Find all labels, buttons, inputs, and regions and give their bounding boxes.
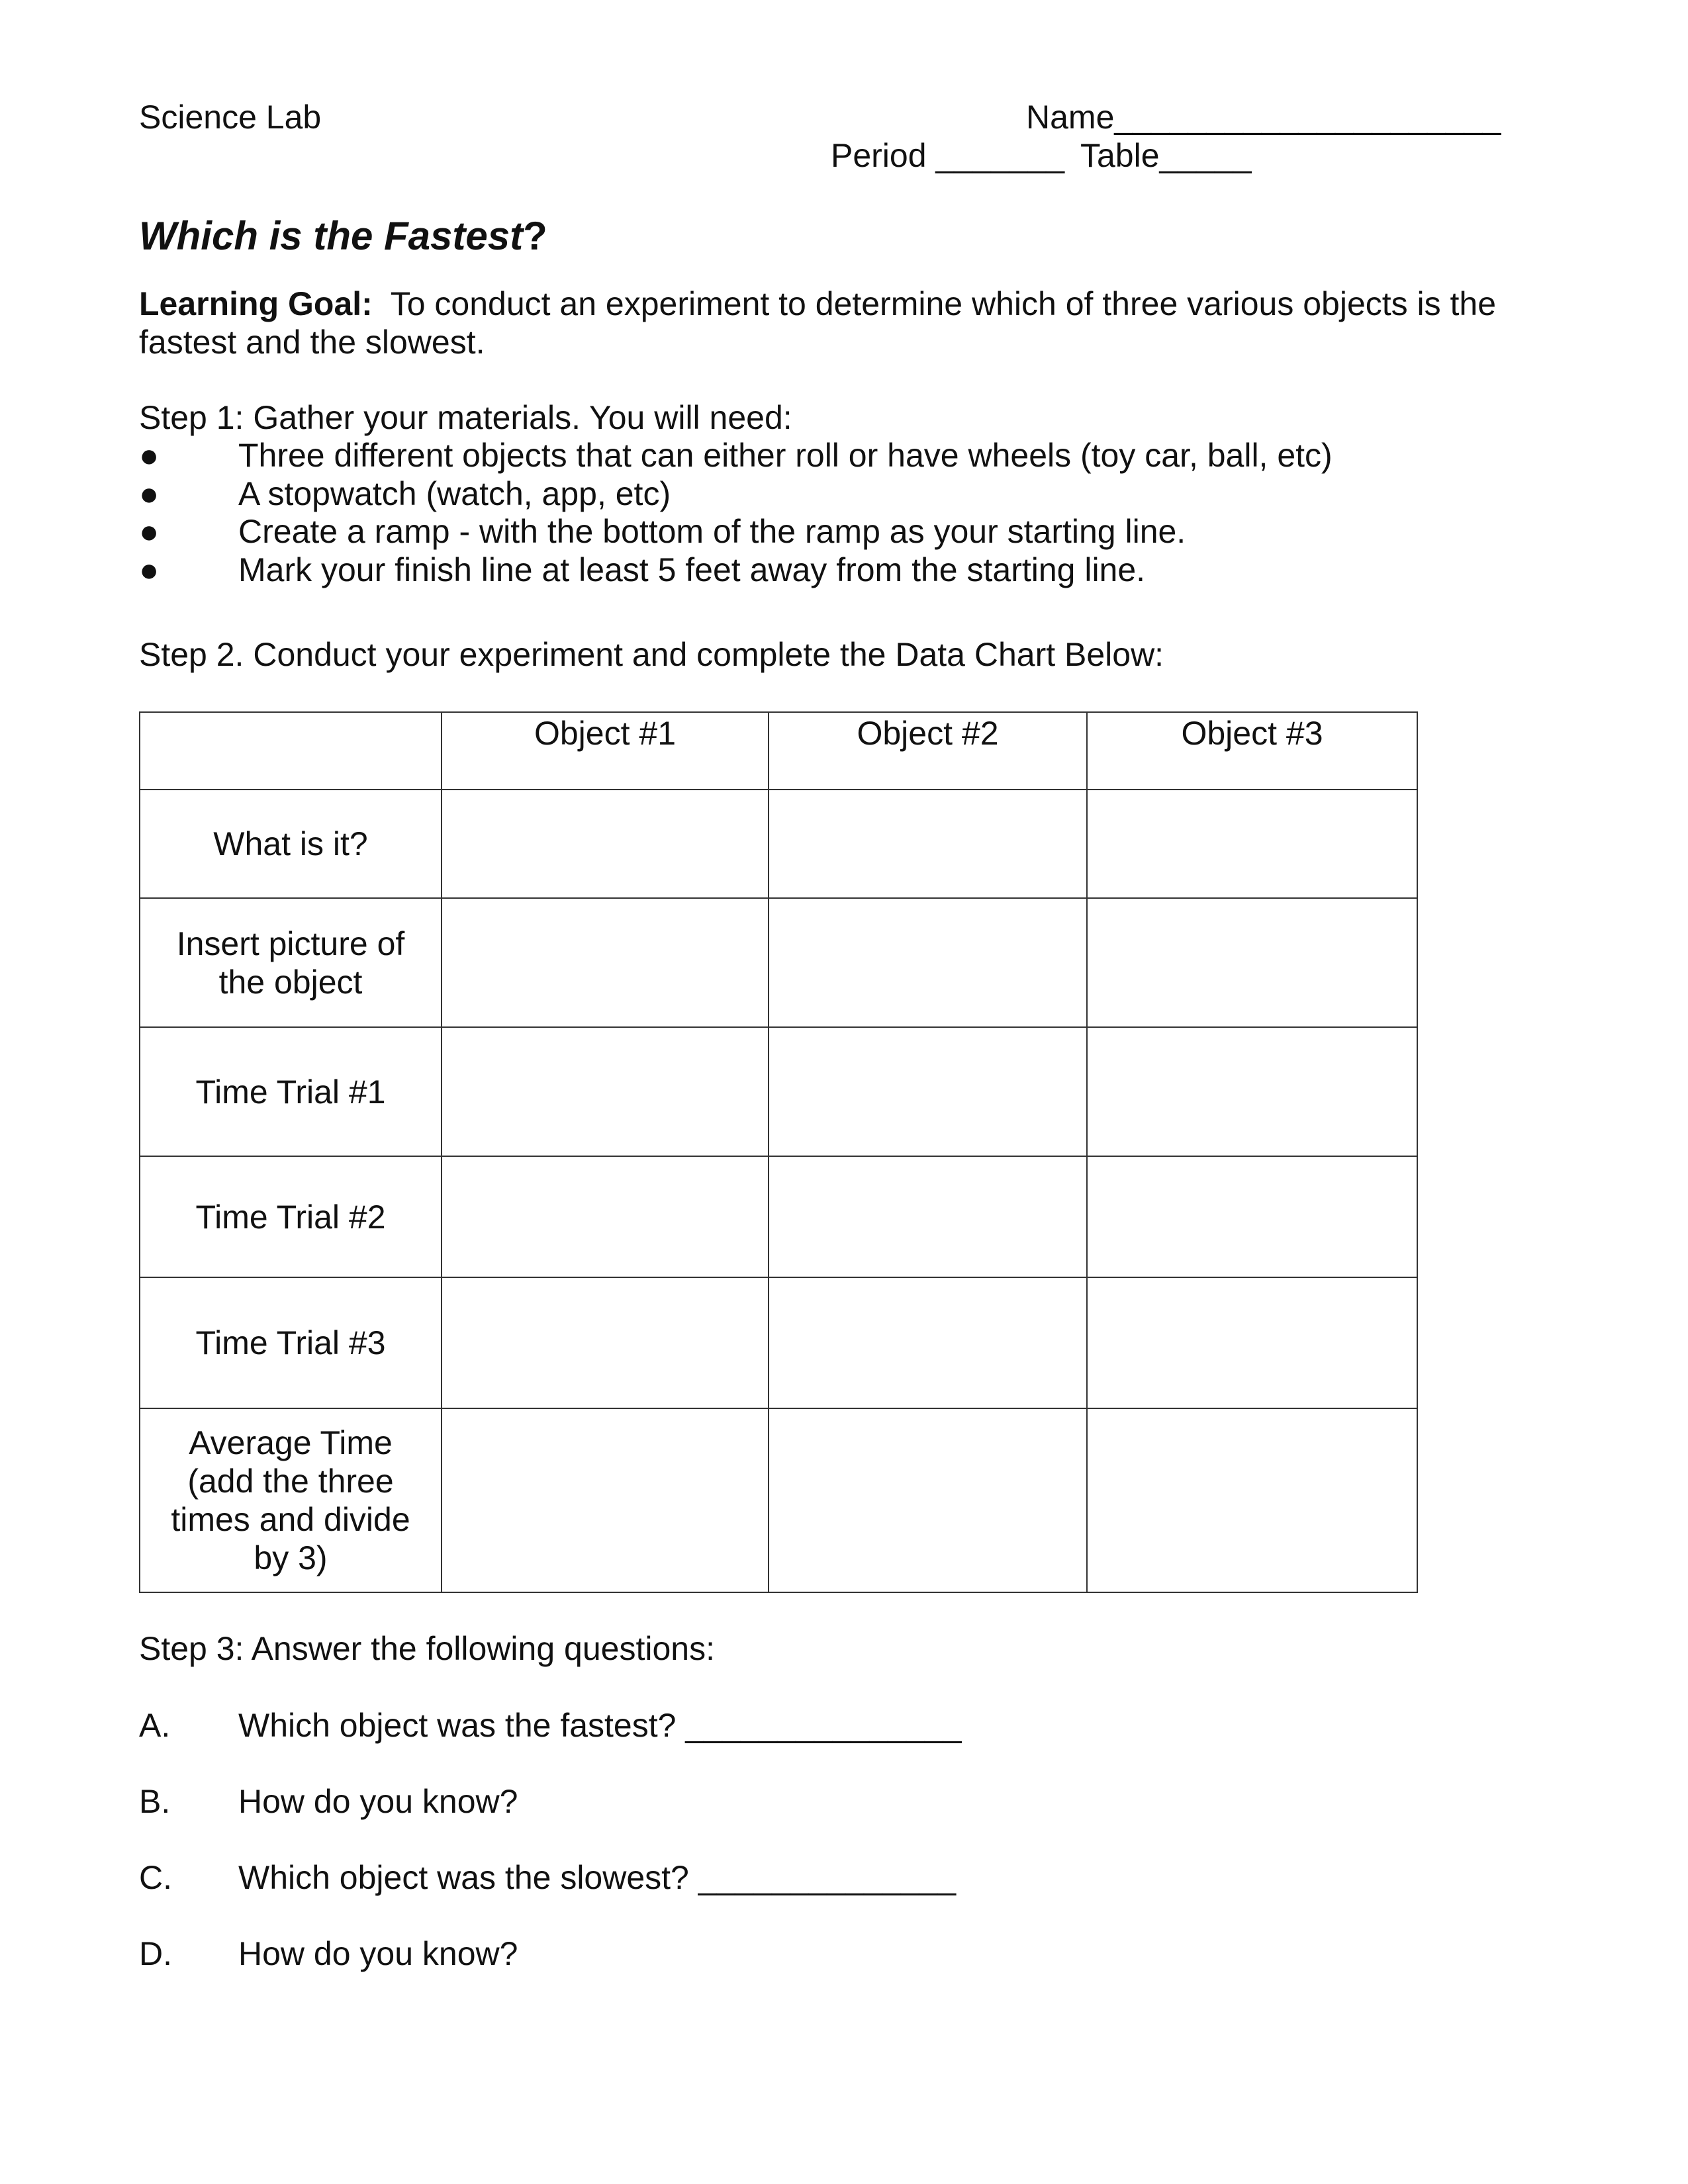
table-row: [140, 1277, 1417, 1408]
question-b-letter: B.: [139, 1783, 171, 1820]
row-label: [140, 1408, 442, 1592]
step3-heading: Step 3: Answer the following questions:: [139, 1630, 715, 1667]
table-row: [140, 1027, 1417, 1156]
bullet-icon: ●: [139, 551, 160, 588]
table-cell[interactable]: [769, 1156, 1087, 1277]
question-c-letter: C.: [139, 1859, 172, 1896]
table-cell[interactable]: [1087, 1277, 1417, 1408]
page-title-text: Which is the Fastest: [139, 214, 524, 258]
step2-heading: Step 2. Conduct your experiment and complete the Data Chart Below:: [139, 636, 1164, 673]
bullet-icon: ●: [139, 513, 160, 550]
course-label: Science Lab: [139, 99, 322, 136]
bullet-icon: ●: [139, 437, 160, 474]
table-cell[interactable]: [769, 1277, 1087, 1408]
question-d-letter: D.: [139, 1935, 172, 1972]
table-cell[interactable]: [769, 1408, 1087, 1592]
table-cell[interactable]: [442, 1027, 769, 1156]
table-field[interactable]: Table_____: [1080, 137, 1252, 174]
list-item-text: Create a ramp - with the bottom of the ramp as your starting line.: [238, 513, 1186, 550]
table-row: [140, 1156, 1417, 1277]
bullet-icon: ●: [139, 475, 160, 512]
row-label-text: Average Time (add the three times and divide by 3): [171, 1424, 410, 1576]
table-cell[interactable]: [442, 790, 769, 898]
table-cell[interactable]: [442, 1277, 769, 1408]
materials-list: [139, 437, 1333, 589]
table-cell[interactable]: [442, 1156, 769, 1277]
step1-heading: Step 1: Gather your materials. You will need:: [139, 399, 792, 436]
table-header-object-3: Object #3: [1087, 712, 1417, 790]
question-c-text[interactable]: Which object was the slowest? ______________: [238, 1859, 957, 1896]
question-a-text[interactable]: Which object was the fastest? _______________: [238, 1707, 962, 1744]
list-item: [139, 437, 1333, 475]
table-row: [140, 898, 1417, 1027]
table-header-object-2: Object #2: [769, 712, 1087, 790]
learning-goal-text-line2: fastest and the slowest.: [139, 324, 485, 361]
table-header-object-1: Object #1: [442, 712, 769, 790]
table-header-corner: [140, 712, 442, 790]
question-a-letter: A.: [139, 1707, 171, 1744]
list-item-text: Mark your finish line at least 5 feet away from the starting line.: [238, 551, 1146, 588]
table-header-row: [140, 712, 1417, 790]
table-cell[interactable]: [769, 1027, 1087, 1156]
table-cell[interactable]: [1087, 790, 1417, 898]
name-field[interactable]: Name_____________________: [1026, 99, 1501, 136]
row-label: [140, 898, 442, 1027]
question-d-text: How do you know?: [238, 1935, 518, 1972]
list-item: [139, 551, 1333, 590]
row-label-text: Insert picture of the object: [176, 925, 405, 1001]
page-title-suffix: ?: [523, 214, 547, 258]
table-cell[interactable]: [1087, 1408, 1417, 1592]
row-label: Time Trial #3: [140, 1277, 442, 1408]
list-item-text: A stopwatch (watch, app, etc): [238, 475, 671, 512]
table-cell[interactable]: [1087, 1156, 1417, 1277]
list-item-text: Three different objects that can either roll or have wheels (toy car, ball, etc): [238, 437, 1333, 474]
table-row: [140, 790, 1417, 898]
period-field[interactable]: Period _______: [831, 137, 1065, 174]
list-item: [139, 513, 1333, 551]
data-chart: [139, 711, 1418, 1593]
learning-goal: [139, 285, 1496, 323]
learning-goal-text-line1: To conduct an experiment to determine which of three various objects is the: [390, 285, 1497, 322]
question-b-text: How do you know?: [238, 1783, 518, 1820]
table-cell[interactable]: [769, 790, 1087, 898]
list-item: [139, 475, 1333, 514]
learning-goal-label: Learning Goal:: [139, 285, 373, 322]
table-cell[interactable]: [769, 898, 1087, 1027]
table-cell[interactable]: [1087, 1027, 1417, 1156]
table-row: [140, 1408, 1417, 1592]
table-cell[interactable]: [442, 1408, 769, 1592]
table-cell[interactable]: [442, 898, 769, 1027]
page-title: [139, 213, 547, 259]
row-label: Time Trial #1: [140, 1027, 442, 1156]
table-cell[interactable]: [1087, 898, 1417, 1027]
row-label: Time Trial #2: [140, 1156, 442, 1277]
row-label: What is it?: [140, 790, 442, 898]
